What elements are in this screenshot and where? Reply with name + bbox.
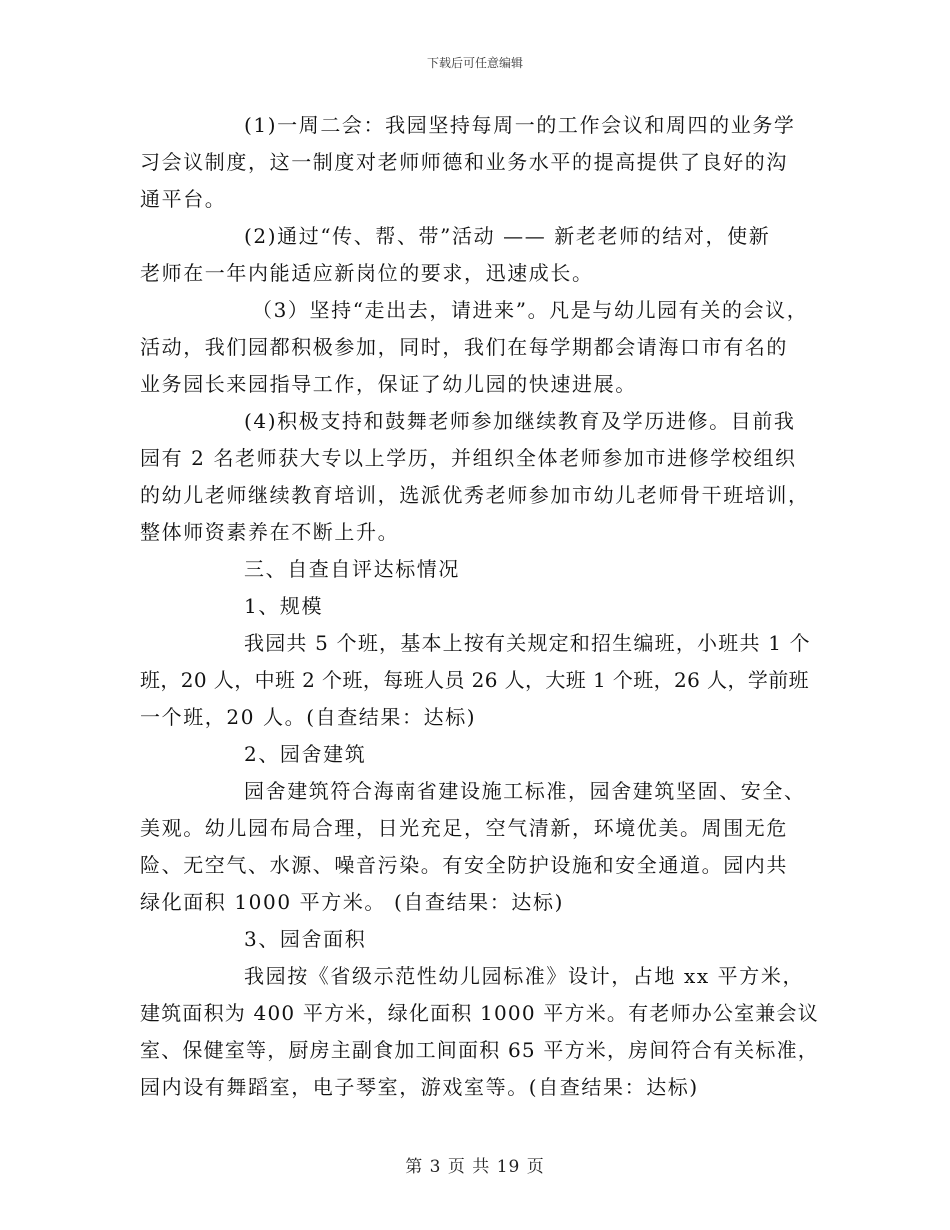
paragraph-line: 园内设有舞蹈室，电子琴室，游戏室等。(自查结果：达标): [140, 1075, 699, 1099]
page-header: 下载后可任意编辑: [426, 56, 523, 70]
paragraph-line: 绿化面积 1000 平方米。 (自查结果：达标): [140, 890, 564, 914]
paragraph-line: (1)一周二会：我园坚持每周一的工作会议和周四的业务学: [244, 113, 796, 137]
paragraph-line: 业务园长来园指导工作，保证了幼儿园的快速进展。: [140, 372, 637, 396]
paragraph-line: 美观。幼儿园布局合理，日光充足，空气清新，环境优美。周围无危: [140, 816, 788, 840]
paragraph-line: 一个班，20 人。(自查结果：达标): [140, 705, 477, 729]
paragraph-line: 的幼儿老师继续教育培训，选派优秀老师参加市幼儿老师骨干班培训，: [140, 483, 810, 507]
paragraph-line: 班，20 人，中班 2 个班，每班人员 26 人，大班 1 个班，26 人，学前班: [140, 668, 810, 692]
paragraph-line: 室、保健室等，厨房主副食加工间面积 65 平方米，房间符合有关标准，: [140, 1038, 819, 1062]
paragraph-line: （3）坚持“走出去，请进来”。凡是与幼儿园有关的会议，: [252, 298, 809, 322]
paragraph-line: 险、无空气、水源、噪音污染。有安全防护设施和安全通道。园内共: [140, 853, 788, 877]
section-heading: 三、自查自评达标情况: [244, 557, 460, 581]
paragraph-line: 园有 2 名老师获大专以上学历，并组织全体老师参加市进修学校组织: [140, 446, 797, 470]
subsection-heading: 3、园舍面积: [244, 927, 367, 951]
subsection-heading: 1、规模: [244, 594, 324, 618]
page-number-footer: 第 3 页 共 19 页: [405, 1157, 545, 1177]
paragraph-line: 园舍建筑符合海南省建设施工标准，园舍建筑坚固、安全、: [244, 779, 806, 803]
subsection-heading: 2、园舍建筑: [244, 742, 367, 766]
paragraph-line: 我园共 5 个班，基本上按有关规定和招生编班，小班共 1 个: [244, 631, 811, 655]
paragraph-line: 习会议制度，这一制度对老师师德和业务水平的提高提供了良好的沟: [140, 150, 788, 174]
paragraph-line: 活动，我们园都积极参加，同时，我们在每学期都会请海口市有名的: [140, 335, 788, 359]
paragraph-line: (4)积极支持和鼓舞老师参加继续教育及学历进修。目前我: [244, 409, 796, 433]
paragraph-line: 老师在一年内能适应新岗位的要求，迅速成长。: [140, 261, 594, 285]
paragraph-line: 整体师资素养在不断上升。: [140, 520, 400, 544]
paragraph-line: 我园按《省级示范性幼儿园标准》设计，占地 xx 平方米，: [244, 964, 805, 988]
paragraph-line: (2)通过“传、帮、带”活动 —— 新老老师的结对，使新: [244, 224, 771, 248]
paragraph-line: 通平台。: [140, 187, 227, 211]
paragraph-line: 建筑面积为 400 平方米，绿化面积 1000 平方米。有老师办公室兼会议: [140, 1001, 819, 1025]
document-body: [140, 107, 820, 1106]
